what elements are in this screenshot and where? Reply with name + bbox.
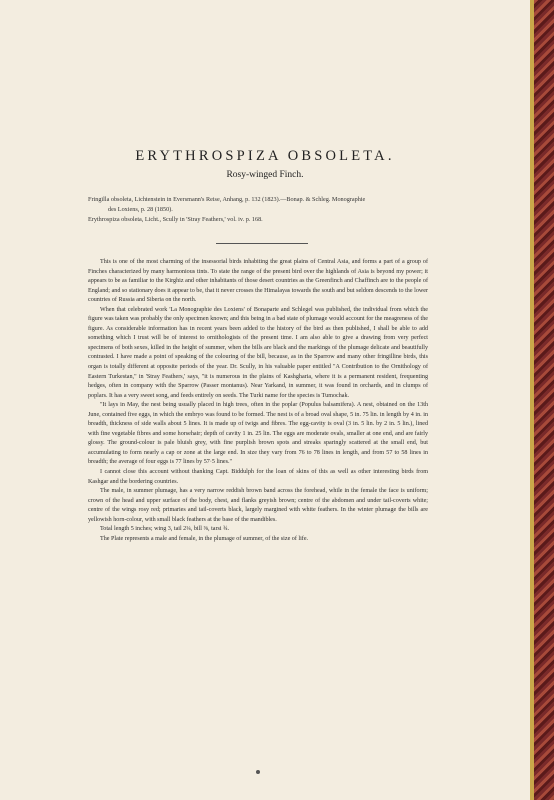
paragraph: "It lays in May, the nest being usually placed in high trees, often in the poplar (Populus balsamifera). A nest, obtained on the 13th June, contained five eggs, in which the embryo was found to be formed. The nest is of a broad oval shape, 5 in. 75 lin. in length by 4 in. in breadth, thickness of side walls about 5 lines. It is made up of twigs and fibres. The egg-cavity is oval (3 in. 5 lin. by 2 in. 5 lin.), lined with fine vegetable fibres and some horsehair; depth of cavity 1 in. 25 lin. The eggs are moderate ovals, smaller at one end, and are fairly glossy. The ground-colour is pale bluish grey, with fine purplish brown spots and streaks sparingly scattered at the small end, but accumulating to form nearly a cap or zone at the large end. In size they vary from 76 to 78 lines in length, and from 57 to 58 lines in breadth; the average of four eggs is 77 lines by 57·5 lines." bbox=[88, 402, 428, 466]
page-title: ERYTHROSPIZA OBSOLETA. bbox=[135, 148, 395, 164]
paragraph: When that celebrated work 'La Monographie des Loxiens' of Bonaparte and Schlegel was published, the individual from which the figure was taken was probably the only specimen known; and this being in a bad state of plumage would account for the meagreness of the figure. As considerable information has in recent years been added to the history of the bird as then published, I shall be able to add something which I trust will be of interest to ornithologists of the present time. I am also able to give a drawing from very perfect specimens of both sexes, killed in the height of summer, when the bills are black and the markings of the plumage delicate and beautifully contrasted. I have made a point of speaking of the colouring of the bill, because, as in the Sparrow and many other fringilline birds, this organ is totally different at opposite periods of the year. Dr. Scully, in his valuable paper entitled "A Contribution to the Ornithology of Eastern Turkestan," in 'Stray Feathers,' says, "it is numerous in the plains of Kashgharia, where it is a permanent resident, frequenting hedges, often in company with the Sparrow (Passer montanus). Near Yarkand, in summer, it was found in orchards, and in clumps of poplars. It has a very sweet song, and feeds entirely on seeds. The Turki name for the species is Tumochak. bbox=[88, 306, 428, 399]
synonymy-line: des Loxiens, p. 28 (1850). bbox=[108, 205, 173, 213]
synonymy-line: Fringilla obsoleta, Lichtenstein in Eversmann's Reise, Anhang, p. 132 (1823).—Bonap. & Schleg. Monographie bbox=[88, 196, 366, 203]
section-divider bbox=[216, 243, 308, 244]
synonymy-block bbox=[88, 195, 418, 224]
paragraph: This is one of the most charming of the insessorial birds inhabiting the great plains of Central Asia, and forms a part of a group of Finches characterized by many harmonious tints. To state the range of the present bird over the highlands of Asia is beyond my power; it appears to be as familiar to the Kirghiz and other inhabitants of those desert countries as the Greenfinch and Chaffinch are to the people of England; and so stationary does it appear to be, that it never crosses the Himalayas towards the south and but seldom descends to the lower countries of Russia and Siberia on the north. bbox=[88, 259, 428, 304]
paragraph: I cannot close this account without thanking Capt. Biddulph for the loan of skins of this as well as other interesting birds from Kashgar and the bordering countries. bbox=[88, 469, 428, 485]
page-subtitle: Rosy-winged Finch. bbox=[226, 170, 304, 180]
book-spine-edge bbox=[530, 0, 554, 800]
synonymy-line: Erythrospiza obsoleta, Licht., Scully in 'Stray Feathers,' vol. iv. p. 168. bbox=[88, 215, 263, 223]
paragraph: Total length 5 inches; wing 3, tail 2¼, bill ⅜, tarsi ¾. bbox=[100, 526, 230, 533]
paragraph: The male, in summer plumage, has a very narrow reddish brown band across the forehead, while in the female the face is uniform; crown of the head and upper surface of the body, chest, and flanks greyish brown; centre of the abdomen and under tail-coverts white; centre of the wings rosy red; primaries and tail-coverts black, largely margined with white feathers. In the winter plumage the bills are yellowish horn-colour, with small black feathers at the base of the mandibles. bbox=[88, 488, 428, 523]
paragraph: The Plate represents a male and female, in the plumage of summer, of the size of life. bbox=[100, 535, 309, 542]
body-text bbox=[88, 258, 428, 544]
page-mark bbox=[256, 770, 260, 774]
